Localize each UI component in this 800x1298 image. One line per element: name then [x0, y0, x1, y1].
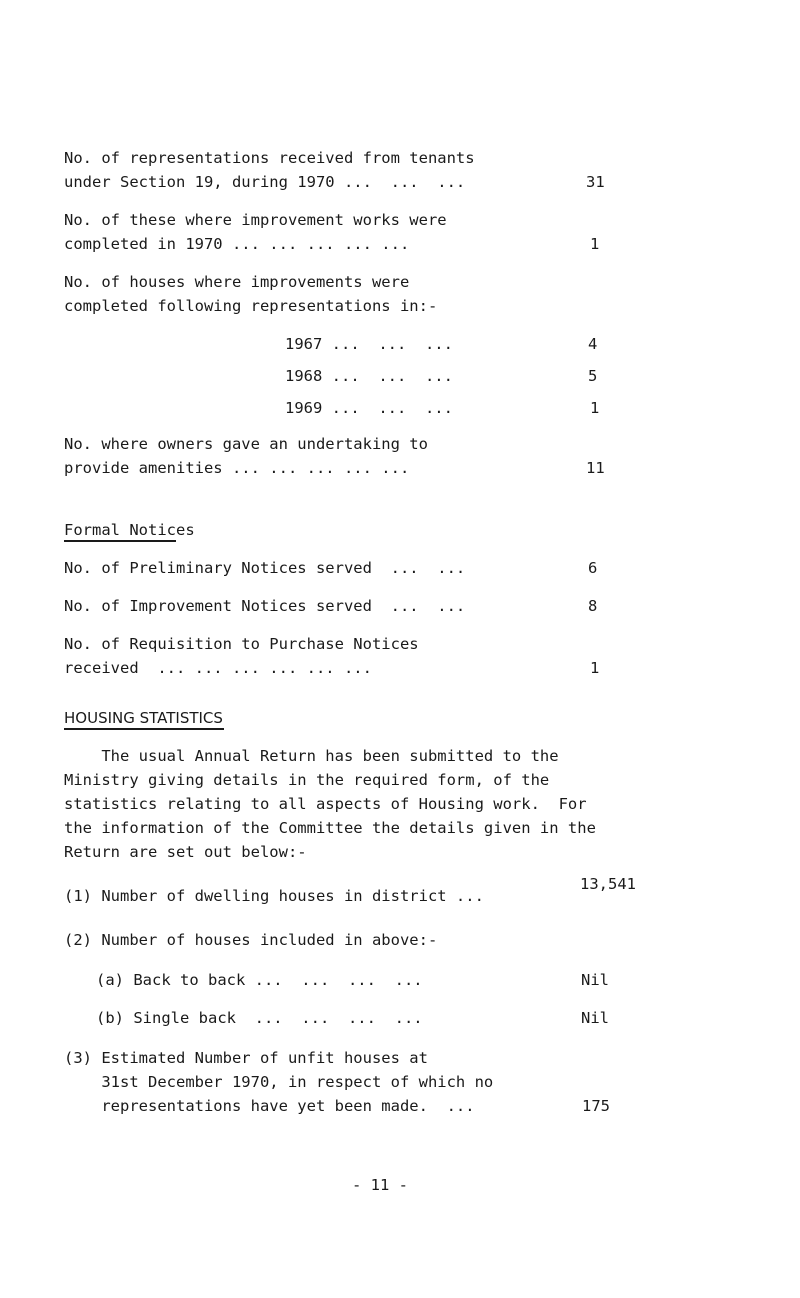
unfit-houses-value: 175 [582, 1097, 610, 1115]
unfit-houses-line2: 31st December 1970, in respect of which no [64, 1073, 494, 1091]
undertaking-value: 11 [586, 459, 605, 477]
houses-improved-line1: No. of houses where improvements were [64, 273, 410, 291]
year-row-label: 1969 ... ... ... [285, 399, 453, 417]
representations-received-value: 31 [586, 173, 605, 191]
housing-paragraph-line: The usual Annual Return has been submitted to the [64, 747, 559, 765]
requisition-notices-value: 1 [590, 659, 600, 677]
improvement-notices-value: 8 [588, 597, 598, 615]
improvement-notices-line: No. of Improvement Notices served ... ... [64, 597, 466, 615]
dwelling-houses-line: (1) Number of dwelling houses in district ... [64, 887, 484, 905]
page-number: - 11 - [352, 1176, 408, 1194]
year-row-value: 1 [590, 399, 600, 417]
requisition-notices-line1: No. of Requisition to Purchase Notices [64, 635, 419, 653]
year-row-label: 1967 ... ... ... [285, 335, 453, 353]
unfit-houses-line3: representations have yet been made. ... [64, 1097, 475, 1115]
houses-included-line: (2) Number of houses included in above:- [64, 931, 438, 949]
housing-paragraph-line: Return are set out below:- [64, 843, 307, 861]
requisition-notices-line2: received ... ... ... ... ... ... [64, 659, 372, 677]
undertaking-line1: No. where owners gave an undertaking to [64, 435, 428, 453]
back-to-back-value: Nil [581, 971, 609, 989]
preliminary-notices-line: No. of Preliminary Notices served ... ... [64, 559, 466, 577]
formal-notices-heading: Formal Notices [64, 521, 195, 539]
undertaking-line2: provide amenities ... ... ... ... ... [64, 459, 410, 477]
representations-received-line2: under Section 19, during 1970 ... ... ... [64, 173, 466, 191]
back-to-back-line: (a) Back to back ... ... ... ... [96, 971, 423, 989]
houses-improved-line2: completed following representations in:- [64, 297, 438, 315]
improvement-completed-line2: completed in 1970 ... ... ... ... ... [64, 235, 410, 253]
housing-statistics-underline [64, 728, 224, 730]
housing-paragraph-line: the information of the Committee the details given in the [64, 819, 596, 837]
housing-paragraph-line: statistics relating to all aspects of Housing work. For [64, 795, 587, 813]
year-row-value: 4 [588, 335, 598, 353]
housing-paragraph-line: Ministry giving details in the required form, of the [64, 771, 550, 789]
unfit-houses-line1: (3) Estimated Number of unfit houses at [64, 1049, 428, 1067]
dwelling-houses-value: 13,541 [580, 875, 636, 893]
preliminary-notices-value: 6 [588, 559, 598, 577]
improvement-completed-value: 1 [590, 235, 600, 253]
housing-statistics-heading: HOUSING STATISTICS [64, 709, 223, 727]
year-row-value: 5 [588, 367, 598, 385]
single-back-line: (b) Single back ... ... ... ... [96, 1009, 423, 1027]
improvement-completed-line1: No. of these where improvement works were [64, 211, 447, 229]
single-back-value: Nil [581, 1009, 609, 1027]
representations-received-line1: No. of representations received from tenants [64, 149, 475, 167]
formal-notices-underline [64, 540, 176, 542]
year-row-label: 1968 ... ... ... [285, 367, 453, 385]
